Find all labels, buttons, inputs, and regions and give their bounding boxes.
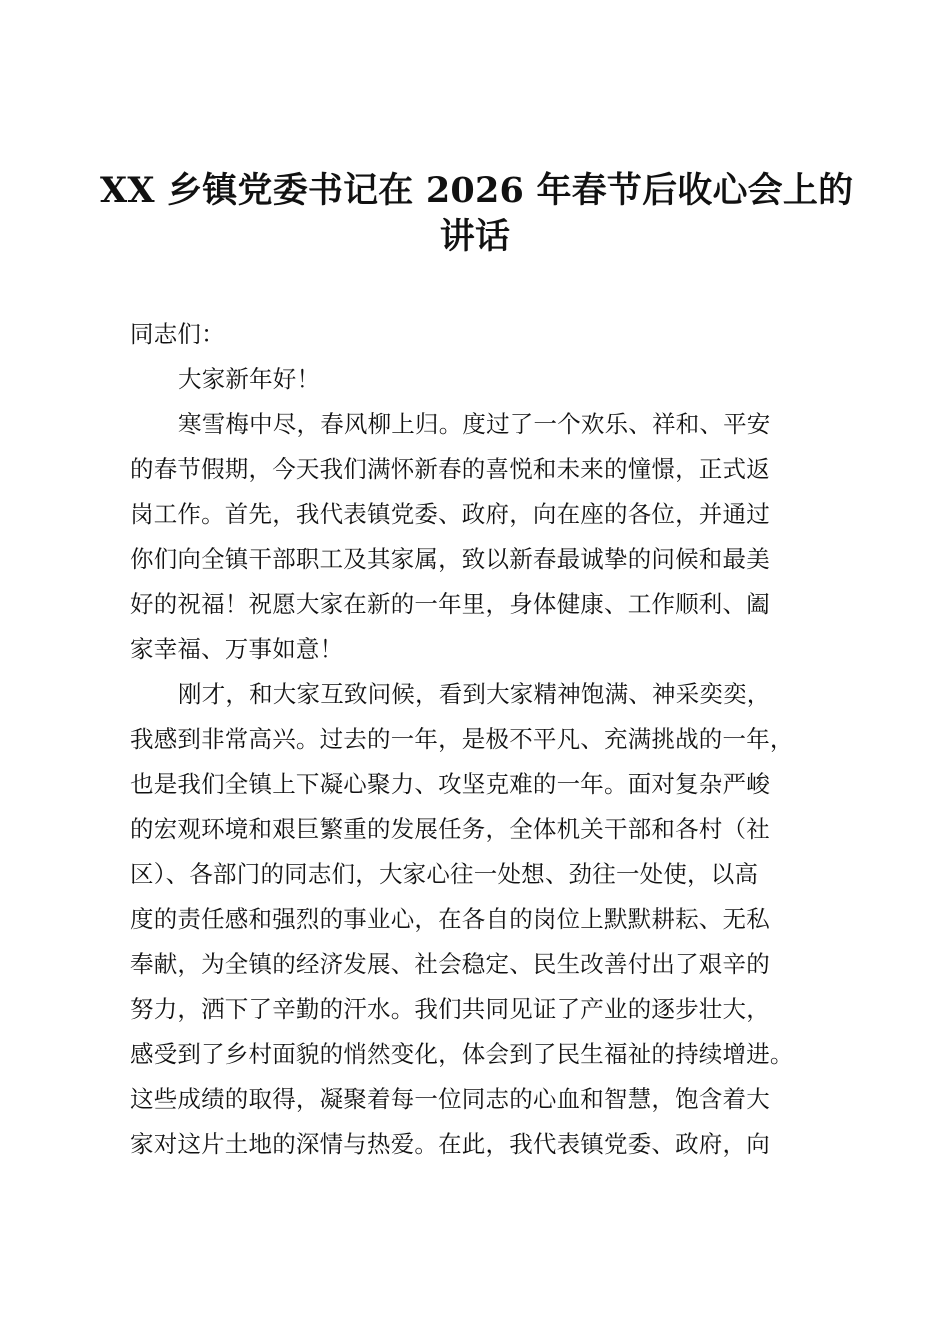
salutation: 同志们： [130, 320, 225, 348]
paragraph-line: 努力，洒下了辛勤的汗水。我们共同见证了产业的逐步壮大， [130, 995, 770, 1023]
paragraph-line: 寒雪梅中尽，春风柳上归。度过了一个欢乐、祥和、平安 [178, 410, 771, 438]
paragraph-line: 区）、各部门的同志们，大家心往一处想、劲往一处使，以高 [130, 860, 759, 888]
paragraph-line: 家幸福、万事如意！ [130, 635, 344, 663]
paragraph-line: 这些成绩的取得，凝聚着每一位同志的心血和智慧，饱含着大 [130, 1085, 770, 1113]
paragraph-line: 的宏观环境和艰巨繁重的发展任务，全体机关干部和各村（社 [130, 815, 770, 843]
title-line: 讲话 [439, 216, 511, 257]
paragraph-line: 也是我们全镇上下凝心聚力、攻坚克难的一年。面对复杂严峻 [130, 770, 770, 798]
paragraph-line: 奉献，为全镇的经济发展、社会稳定、民生改善付出了艰辛的 [130, 950, 770, 978]
paragraph-1 [130, 402, 830, 672]
paragraph-line: 你们向全镇干部职工及其家属，致以新春最诚挚的问候和最美 [130, 545, 770, 573]
paragraph-2 [130, 672, 830, 1167]
greeting: 大家新年好！ [178, 365, 321, 393]
title-line: XX 乡镇党委书记在 2026 年春节后收心会上的 [100, 170, 854, 211]
paragraph-line: 好的祝福！祝愿大家在新的一年里，身体健康、工作顺利、阖 [130, 590, 770, 618]
paragraph-line: 的春节假期，今天我们满怀新春的喜悦和未来的憧憬，正式返 [130, 455, 770, 483]
paragraph-line: 岗工作。首先，我代表镇党委、政府，向在座的各位，并通过 [130, 500, 770, 528]
paragraph-line: 度的责任感和强烈的事业心，在各自的岗位上默默耕耘、无私 [130, 905, 770, 933]
document-body [130, 312, 830, 1167]
paragraph-line: 刚才，和大家互致问候，看到大家精神饱满、神采奕奕， [178, 680, 771, 708]
paragraph-line: 我感到非常高兴。过去的一年，是极不平凡、充满挑战的一年， [130, 725, 794, 753]
paragraph-line: 感受到了乡村面貌的悄然变化，体会到了民生福祉的持续增进。 [130, 1040, 794, 1068]
document-title [100, 168, 854, 260]
paragraph-line: 家对这片土地的深情与热爱。在此，我代表镇党委、政府，向 [130, 1130, 770, 1158]
